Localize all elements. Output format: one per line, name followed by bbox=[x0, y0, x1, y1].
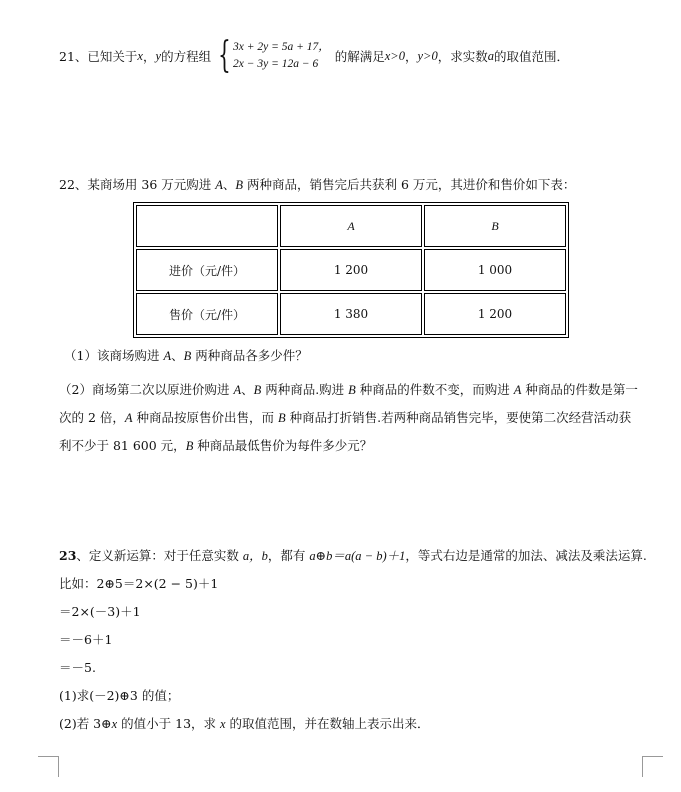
q23-formula: a⊕b＝a(a − b)＋1 bbox=[309, 549, 406, 563]
q22-subquestion-2 bbox=[59, 376, 639, 460]
q21-sep-1: ， bbox=[142, 49, 156, 64]
q22-sep: 、 bbox=[171, 348, 184, 363]
q22-var-B: B bbox=[348, 383, 356, 397]
q22-var-B: B bbox=[253, 383, 262, 397]
q22-var-A: A bbox=[163, 349, 172, 363]
equation-1: 3x + 2y = 5a + 17， bbox=[232, 41, 330, 53]
q23-l1-b: ，都有 bbox=[267, 548, 310, 563]
q23-l7-a: (2)若 3⊕ bbox=[59, 716, 112, 731]
q22-sub2-f: 种商品打折销售.若两种商品销售完毕，要使第二次经营活动获利不少于 81 600 元， bbox=[59, 410, 632, 453]
q22-sub1-a: （1）该商场购进 bbox=[64, 348, 164, 363]
table-cell: 1 380 bbox=[280, 293, 422, 335]
equation-system bbox=[213, 35, 330, 76]
table-cell bbox=[136, 205, 278, 247]
q21-text-3: 的解满足 bbox=[334, 49, 385, 64]
brace-icon: { bbox=[218, 35, 231, 76]
q22-sub2-a: （2）商场第二次以原进价购进 bbox=[59, 382, 234, 397]
table-cell: 1 000 bbox=[424, 249, 566, 291]
q21-number: 21 bbox=[59, 48, 75, 64]
q23-l7-b: 的值小于 13，求 bbox=[117, 716, 220, 731]
q22-var-B: B bbox=[185, 439, 194, 453]
q22-var-B: B bbox=[183, 349, 192, 363]
q22-sep: 、 bbox=[241, 382, 254, 397]
q23-line-1 bbox=[59, 546, 647, 564]
table-cell: 1 200 bbox=[280, 249, 422, 291]
q22-sub1-b: 两种商品各多少件？ bbox=[191, 348, 308, 363]
q23-l1-a: 、定义新运算：对于任意实数 bbox=[76, 548, 243, 563]
q23-vars: a，b bbox=[242, 549, 268, 563]
table-header-B: B bbox=[424, 205, 566, 247]
q23-line-5: ＝－5. bbox=[59, 660, 96, 675]
question-22-intro bbox=[59, 175, 575, 193]
q23-line-2: 比如：2⊕5＝2×(2 − 5)＋1 bbox=[59, 576, 219, 591]
q21-text-4: ，求实数 bbox=[437, 49, 488, 64]
equation-2: 2x − 3y = 12a − 6 bbox=[232, 58, 319, 70]
q21-text-2: 的方程组 bbox=[161, 49, 212, 64]
q21-cond-1: x>0 bbox=[384, 48, 405, 63]
q23-l7-c: 的取值范围，并在数轴上表示出来． bbox=[225, 716, 430, 731]
q21-cond-2: y>0 bbox=[417, 48, 438, 63]
question-21 bbox=[59, 35, 570, 76]
corner-mark-left bbox=[38, 756, 59, 777]
q23-var-x: x bbox=[220, 717, 226, 731]
q21-var-a: a bbox=[487, 48, 494, 63]
q22-var-B: B bbox=[235, 178, 244, 192]
table-header-A: A bbox=[280, 205, 422, 247]
q22-var-A: A bbox=[513, 383, 522, 397]
table-cell: 1 200 bbox=[424, 293, 566, 335]
q21-var-y: y bbox=[155, 48, 162, 63]
q21-text-1: 、已知关于 bbox=[74, 49, 138, 64]
q22-var-B: B bbox=[278, 411, 286, 425]
q22-subquestion-1 bbox=[64, 346, 308, 364]
q22-sub2-d: 种商品的件数是第一次的 2 倍， bbox=[59, 382, 638, 425]
q22-sep: 、 bbox=[222, 177, 236, 192]
table-header-row bbox=[136, 205, 566, 247]
q22-intro-b: 两种商品，销售完后共获利 6 万元，其进价和售价如下表： bbox=[243, 177, 576, 192]
q22-sub2-b: 两种商品.购进 bbox=[261, 382, 349, 397]
table-row bbox=[136, 293, 566, 335]
q23-line-6: (1)求(－2)⊕3 的值； bbox=[59, 688, 180, 703]
q22-var-A: A bbox=[233, 383, 242, 397]
q21-sep-2: ， bbox=[404, 49, 418, 64]
q23-l1-c: ，等式右边是通常的加法、减法及乘法运算. bbox=[405, 548, 647, 563]
q21-text-5: 的取值范围． bbox=[494, 49, 570, 64]
q23-var-x: x bbox=[111, 717, 118, 731]
q22-var-A: A bbox=[124, 411, 133, 425]
table-row-label: 进价（元/件） bbox=[136, 249, 278, 291]
corner-mark-right bbox=[642, 756, 663, 777]
table-row-label: 售价（元/件） bbox=[136, 293, 278, 335]
q22-sub2-e: 种商品按原售价出售，而 bbox=[132, 410, 278, 425]
q21-var-x: x bbox=[137, 48, 143, 63]
q22-number: 22 bbox=[59, 177, 75, 192]
q23-number: 23 bbox=[59, 548, 77, 563]
q23-line-4: ＝－6＋1 bbox=[59, 632, 113, 647]
table-row bbox=[136, 249, 566, 291]
price-table bbox=[133, 202, 569, 338]
q22-sub2-g: 种商品最低售价为每件多少元？ bbox=[193, 438, 373, 453]
q23-line-7 bbox=[59, 714, 430, 732]
q23-line-3: ＝2×(－3)＋1 bbox=[59, 604, 141, 619]
q22-var-A: A bbox=[215, 178, 223, 192]
q22-intro-a: 、某商场用 36 万元购进 bbox=[74, 177, 216, 192]
q22-sub2-c: 种商品的件数不变，而购进 bbox=[355, 382, 514, 397]
